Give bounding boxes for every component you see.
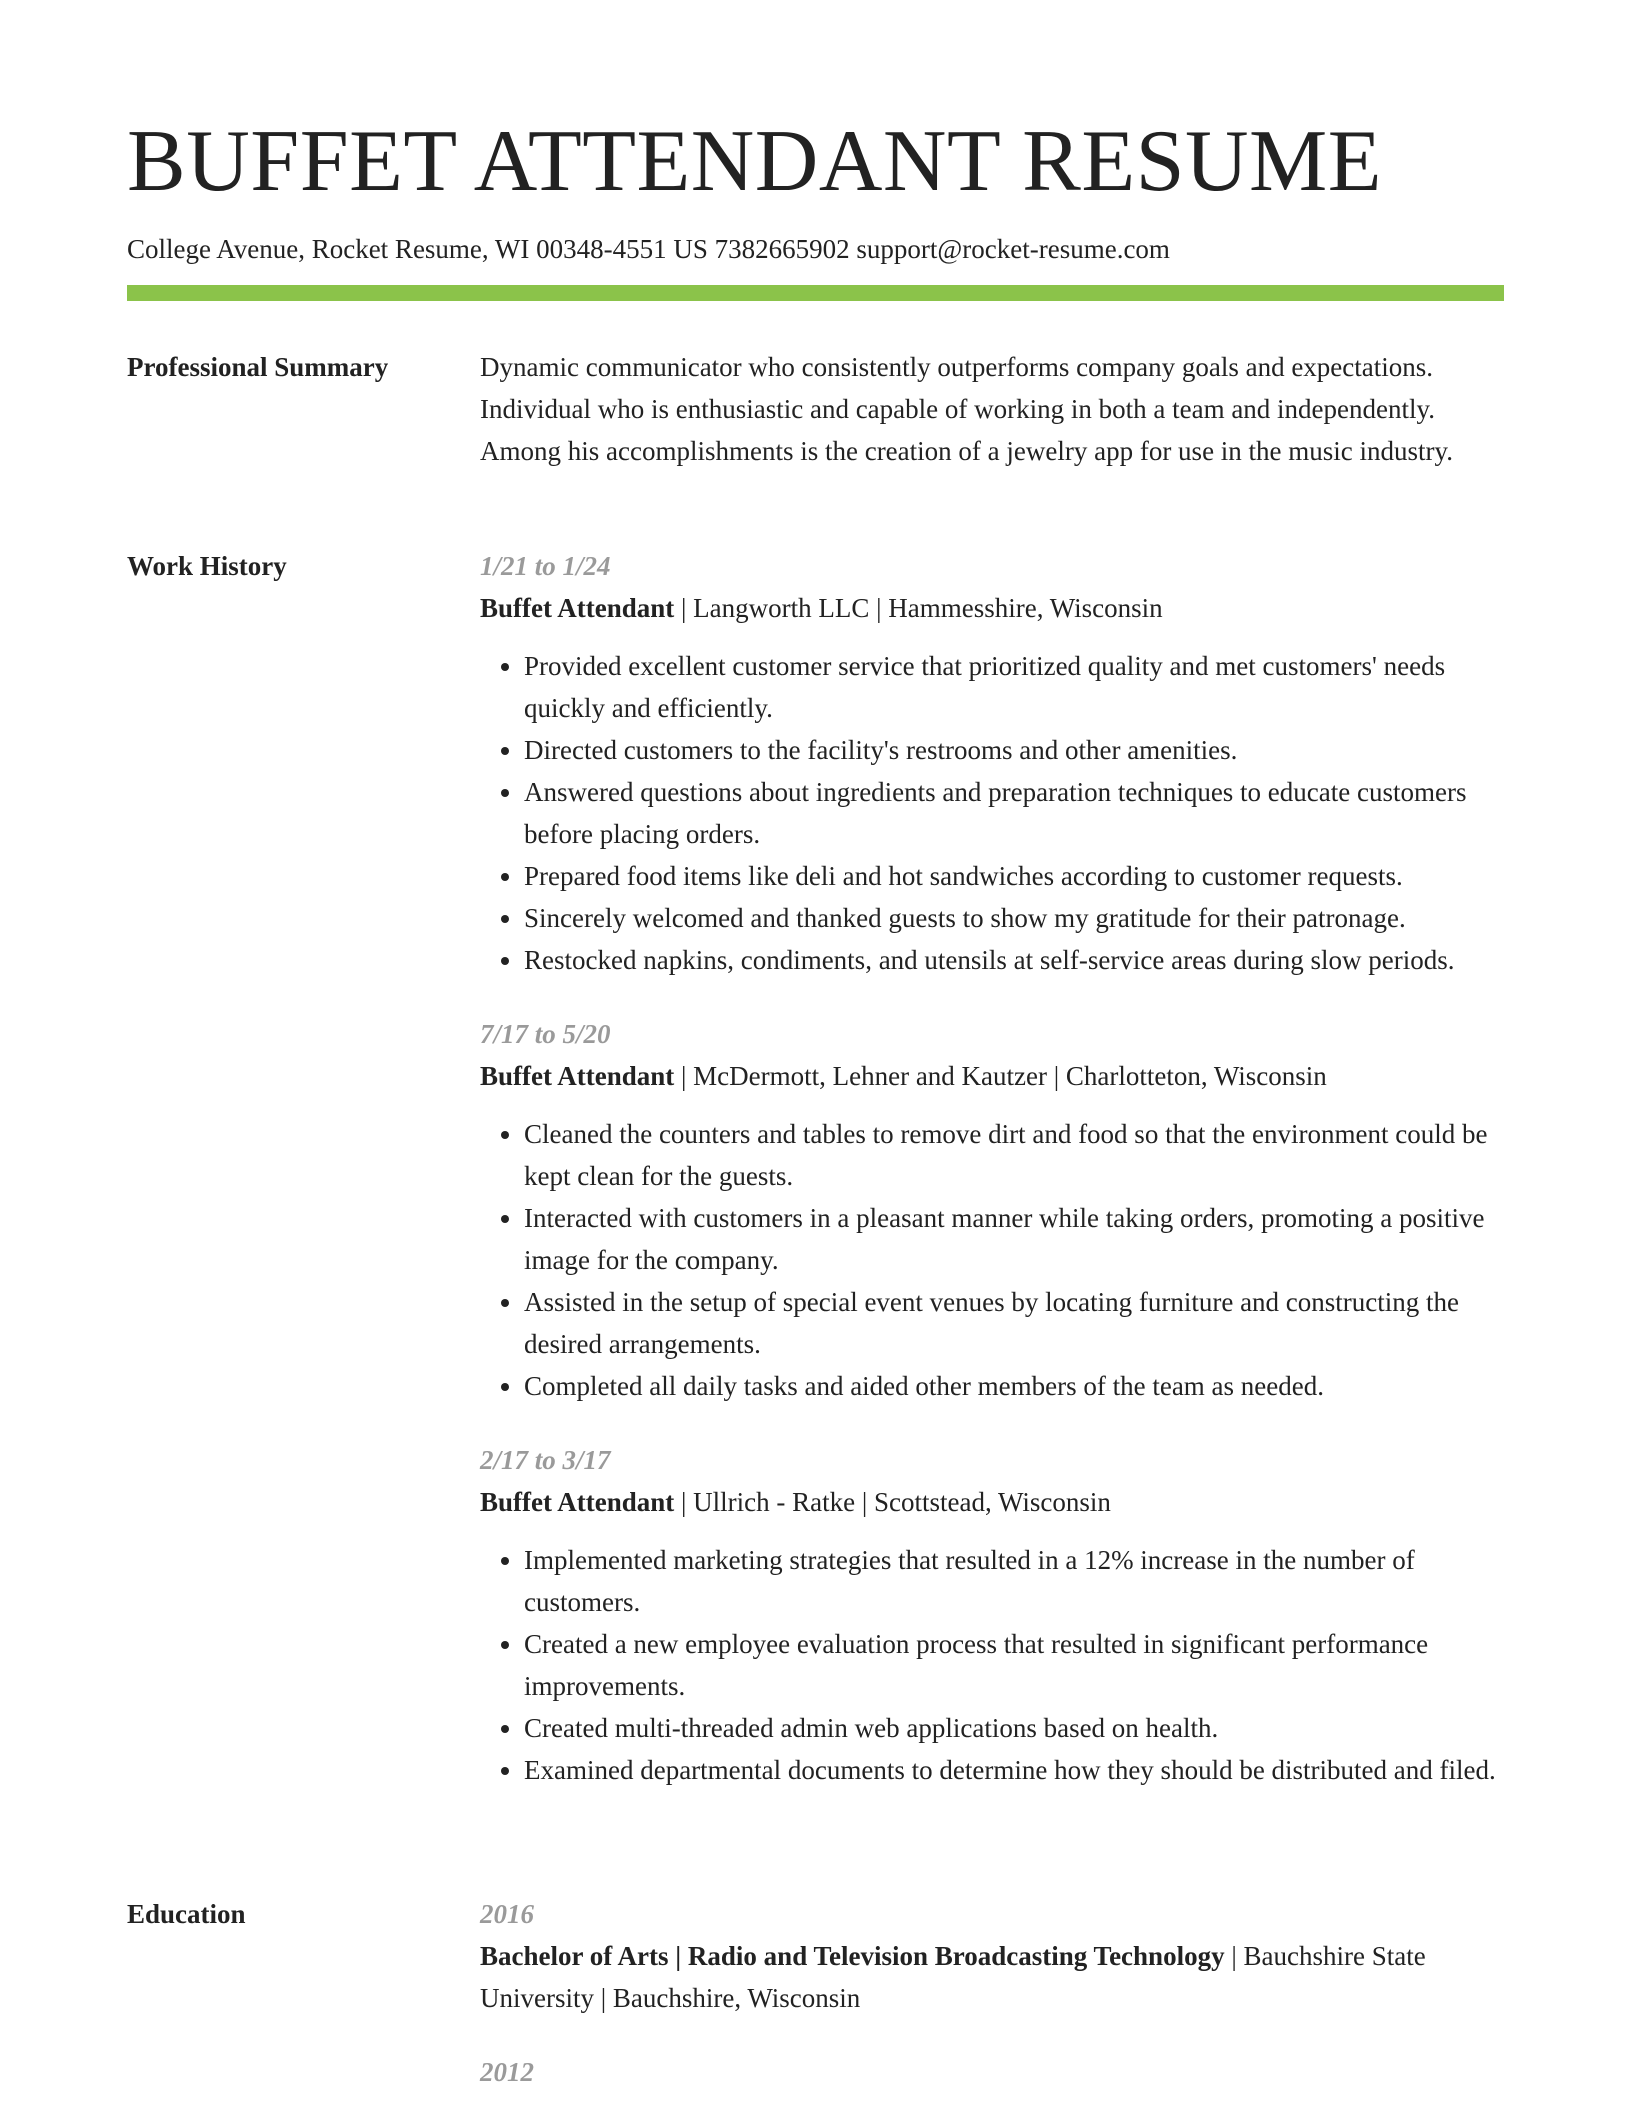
list-item: • Interacted with customers in a pleasant manner while taking orders, promoting a positive image for the company. <box>524 1197 1504 1281</box>
accent-divider <box>127 285 1504 301</box>
list-item: • Implemented marketing strategies that resulted in a 12% increase in the number of customers. <box>524 1539 1504 1623</box>
list-item: • Assisted in the setup of special event venues by locating furniture and constructing the desired arrangements. <box>524 1281 1504 1365</box>
job-bullets <box>480 645 1504 981</box>
education-body <box>480 1893 1504 2125</box>
work-history-label: Work History <box>127 551 287 581</box>
job-details: | Ullrich - Ratke | Scottstead, Wisconsin <box>674 1487 1111 1517</box>
job-bullets <box>480 1113 1504 1407</box>
summary-body <box>480 346 1504 472</box>
list-item: • Prepared food items like deli and hot sandwiches according to customer requests. <box>524 855 1504 897</box>
summary-label: Professional Summary <box>127 352 389 382</box>
job-details: | Langworth LLC | Hammesshire, Wisconsin <box>674 593 1163 623</box>
job-details: | McDermott, Lehner and Kautzer | Charlotteton, Wisconsin <box>674 1061 1327 1091</box>
job-dates: 1/21 to 1/24 <box>480 551 611 581</box>
education-year: 2016 <box>480 1899 534 1929</box>
job-dates: 2/17 to 3/17 <box>480 1445 611 1475</box>
job-title: Buffet Attendant <box>480 1061 675 1091</box>
education-degree: Bachelor of Arts | Radio and Television Broadcasting Technology <box>480 1941 1225 1971</box>
job-title: Buffet Attendant <box>480 1487 675 1517</box>
list-item: • Sincerely welcomed and thanked guests to show my gratitude for their patronage. <box>524 897 1504 939</box>
work-history-body <box>480 545 1504 1791</box>
list-item: • Completed all daily tasks and aided other members of the team as needed. <box>524 1365 1504 1407</box>
job-line <box>480 1055 1504 1097</box>
education-entry <box>480 2051 1504 2093</box>
job-line <box>480 587 1504 629</box>
list-item: • Cleaned the counters and tables to remove dirt and food so that the environment could be kept clean for the guests. <box>524 1113 1504 1197</box>
list-item: • Answered questions about ingredients and preparation techniques to educate customers before placing orders. <box>524 771 1504 855</box>
education-label: Education <box>127 1899 246 1929</box>
resume-title: BUFFET ATTENDANT RESUME <box>127 113 1383 210</box>
list-item: • Created a new employee evaluation process that resulted in significant performance improvements. <box>524 1623 1504 1707</box>
job-entry <box>480 1013 1504 1407</box>
summary-text: Dynamic communicator who consistently outperforms company goals and expectations. Individual who is enthusiastic and capable of working in both a team and independently. Among his accomplishments is the creation of a jewelry app for use in the music industry. <box>480 352 1454 466</box>
list-item: • Directed customers to the facility's restrooms and other amenities. <box>524 729 1504 771</box>
education-line <box>480 1935 1504 2019</box>
job-dates: 7/17 to 5/20 <box>480 1019 611 1049</box>
list-item: • Created multi-threaded admin web applications based on health. <box>524 1707 1504 1749</box>
list-item: • Provided excellent customer service that prioritized quality and met customers' needs quickly and efficiently. <box>524 645 1504 729</box>
job-line <box>480 1481 1504 1523</box>
list-item: • Examined departmental documents to determine how they should be distributed and filed. <box>524 1749 1504 1791</box>
job-entry <box>480 1439 1504 1791</box>
job-bullets <box>480 1539 1504 1791</box>
contact-line: College Avenue, Rocket Resume, WI 00348-4551 US 7382665902 support@rocket-resume.com <box>127 234 1170 264</box>
education-entry <box>480 1893 1504 2019</box>
education-year: 2012 <box>480 2057 534 2087</box>
list-item: • Restocked napkins, condiments, and utensils at self-service areas during slow periods. <box>524 939 1504 981</box>
job-title: Buffet Attendant <box>480 593 675 623</box>
job-entry <box>480 545 1504 981</box>
education-details: | Bauchshire State University | Bauchshire, Wisconsin <box>480 1941 1426 2013</box>
